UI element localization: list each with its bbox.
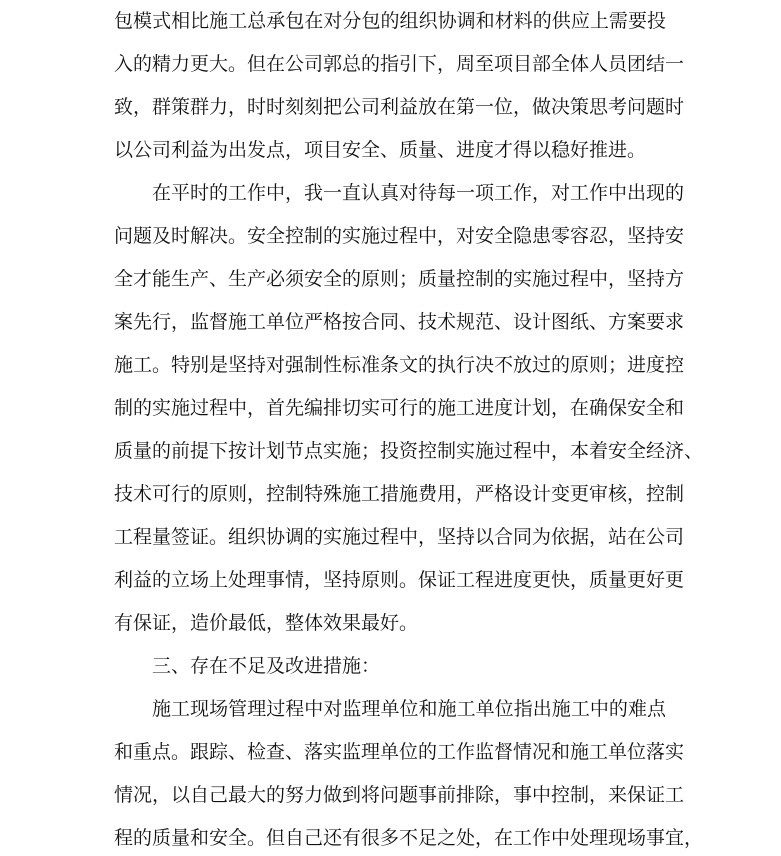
paragraph-first-line: 在平时的工作中，我一直认真对待每一项工作，对工作中出现的 <box>152 182 685 204</box>
text-line: 工程量签证。组织协调的实施过程中，坚持以合同为依据，站在公司 <box>114 526 685 548</box>
paragraph-first-line: 施工现场管理过程中对监理单位和施工单位指出施工中的难点 <box>152 698 666 720</box>
text-line: 问题及时解决。安全控制的实施过程中，对安全隐患零容忍，坚持安 <box>114 225 685 247</box>
text-line: 程的质量和安全。但自己还有很多不足之处，在工作中处理现场事宜， <box>114 827 704 849</box>
text-line: 以公司利益为出发点，项目安全、质量、进度才得以稳好推进。 <box>114 139 647 161</box>
text-line: 施工。特别是坚持对强制性标准条文的执行决不放过的原则；进度控 <box>114 354 685 376</box>
text-line: 和重点。跟踪、检查、落实监理单位的工作监督情况和施工单位落实 <box>114 741 685 763</box>
text-line: 致，群策群力，时时刻刻把公司利益放在第一位，做决策思考问题时 <box>114 96 685 118</box>
text-line: 有保证，造价最低，整体效果最好。 <box>114 612 419 634</box>
text-line: 利益的立场上处理事情，坚持原则。保证工程进度更快，质量更好更 <box>114 569 685 591</box>
text-line: 技术可行的原则，控制特殊施工措施费用，严格设计变更审核，控制 <box>114 483 685 505</box>
text-line: 情况，以自己最大的努力做到将问题事前排除，事中控制，来保证工 <box>114 784 685 806</box>
section-heading: 三、存在不足及改进措施： <box>152 655 381 677</box>
text-line: 包模式相比施工总承包在对分包的组织协调和材料的供应上需要投 <box>114 10 666 32</box>
text-line: 制的实施过程中，首先编排切实可行的施工进度计划，在确保安全和 <box>114 397 685 419</box>
text-line: 入的精力更大。但在公司郭总的指引下，周至项目部全体人员团结一 <box>114 53 685 75</box>
text-line: 质量的前提下按计划节点实施；投资控制实施过程中，本着安全经济、 <box>114 440 704 462</box>
text-line: 全才能生产、生产必须安全的原则；质量控制的实施过程中，坚持方 <box>114 268 685 290</box>
text-line: 案先行，监督施工单位严格按合同、技术规范、设计图纸、方案要求 <box>114 311 685 333</box>
